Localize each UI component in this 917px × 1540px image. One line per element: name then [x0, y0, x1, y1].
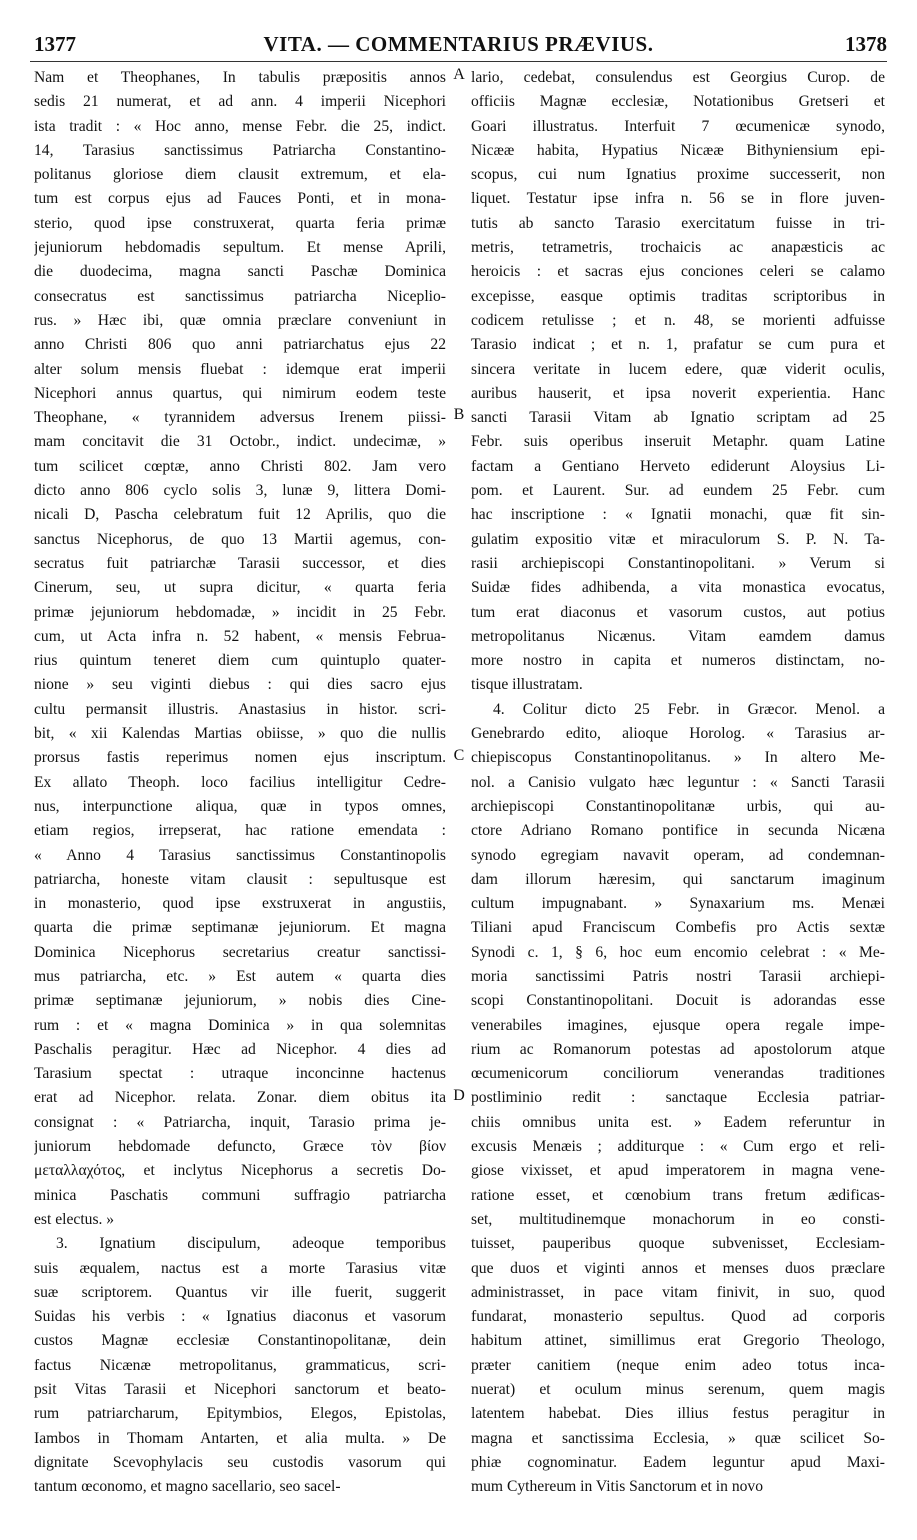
text-line: μεταλλαχότος, et inclytus Nicephorus a secretis Do-: [34, 1162, 446, 1180]
text-line: tum scilicet cœptæ, anno Christi 802. Jam vero: [34, 457, 446, 475]
text-line: primæ septimanæ jejuniorum, » nobis dies Cine-: [34, 992, 446, 1010]
text-line: alter solum mensis fluebat : idemque erat imperii: [34, 360, 446, 378]
text-line: rum patriarcharum, Epitymbios, Elegos, Epistolas,: [34, 1405, 446, 1423]
text-line: moria sanctissimi Patris nostri Tarasii archiepi-: [471, 967, 885, 985]
margin-letter-d: D: [453, 1087, 465, 1104]
text-line: sanctus Nicephorus, de quo 13 Martii agemus, con-: [34, 530, 446, 548]
text-line: auribus hauserit, et ipsa noverit experientia. Hanc: [471, 384, 885, 402]
text-line: Theophane, « tyrannidem adversus Irenem piissi-: [34, 409, 446, 427]
text-line: Nam et Theophanes, In tabulis præpositis annos: [34, 69, 446, 86]
text-line: secratus fuit patriarchæ Tarasii successor, et dies: [34, 554, 446, 572]
text-line: Tarasio indicat ; et n. 1, prafatur se cum pura et: [471, 336, 885, 354]
text-line: sincera veritate in lucem edere, quæ viderit oculis,: [471, 360, 885, 378]
text-line: etiam regios, irrepserat, hac ratione emendata :: [34, 822, 446, 840]
text-line: dicto anno 806 cyclo solis 3, lunæ 9, littera Domi-: [34, 482, 446, 500]
text-line: officiis Magnæ ecclesiæ, Notationibus Gretseri et: [471, 93, 885, 111]
running-header: [30, 32, 887, 60]
text-line: Suidas his verbis : « Ignatius diaconus et vasorum: [34, 1308, 446, 1326]
text-line: dam illorum hæresim, qui sanctarum imaginum: [471, 870, 885, 888]
text-line: mam concitavit die 31 Octobr., indict. undecimæ, »: [34, 433, 446, 451]
text-line: jejuniorum hebdomadis sepultum. Et mense Aprili,: [34, 239, 446, 257]
text-line: scopus, cui num Ignatius proxime successerit, non: [471, 166, 885, 184]
text-line: nus, interpunctione aliqua, quæ in typos omnes,: [34, 797, 446, 815]
page-number-right: 1378: [845, 32, 887, 56]
text-line: nol. a Canisio vulgato hæc leguntur : « Sancti Tarasii: [471, 773, 885, 791]
text-line: tum est corpus ejus ad Fauces Ponti, et in mona-: [34, 190, 446, 208]
text-line: dignitate Scevophylacis seu custodis vasorum qui: [34, 1453, 446, 1471]
text-line: metris, tetrametris, trochaicis ac anapæsticis ac: [471, 239, 885, 257]
right-column: [471, 66, 885, 1500]
text-line: prorsus fastis reperimus nomen ejus inscriptum.: [34, 749, 446, 767]
text-line: custos Magnæ ecclesiæ Constantinopolitanæ, dein: [34, 1332, 446, 1350]
text-line: gulatim expositio vitæ et miraculorum S. P. N. Ta-: [471, 530, 885, 548]
text-line: postliminio redit : sanctaque Ecclesia patriar-: [471, 1089, 885, 1107]
text-line: Paschalis peragitur. Hæc ad Nicephor. 4 dies ad: [34, 1040, 446, 1058]
text-line: venerabiles imagines, ejusque opera regale impe-: [471, 1016, 885, 1034]
text-line: minica Paschatis communi suffragio patriarcha: [34, 1186, 446, 1204]
text-line: giose vixisset, et apud imperatorem in magna vene-: [471, 1162, 885, 1180]
text-line: hac inscriptione : « Ignatii monachi, quæ fit sin-: [471, 506, 885, 524]
text-line: cultu permansit illustris. Anastasius in histor. scri-: [34, 700, 446, 718]
running-title: VITA. — COMMENTARIUS PRÆVIUS.: [263, 32, 654, 56]
page-number-left: 1377: [34, 32, 76, 56]
text-line: anno Christi 806 quo anni patriarchatus ejus 22: [34, 336, 446, 354]
text-line: more nostro in capita et numeros distinctam, no-: [471, 652, 885, 670]
text-line: Genebrardo edito, alioque Horolog. « Tarasius ar-: [471, 725, 885, 743]
text-line: Tiliani apud Franciscum Combefis pro Actis sextæ: [471, 919, 885, 937]
text-line: 14, Tarasius sanctissimus Patriarcha Constantino-: [34, 141, 446, 159]
text-line: erat ad Nicephor. relata. Zonar. diem obitus ita: [34, 1089, 446, 1107]
text-line: rasii archiepiscopi Constantinopolitani. » Verum si: [471, 554, 885, 572]
text-line: phiæ cognominatur. Eadem leguntur apud Maxi-: [471, 1453, 885, 1471]
text-line: cum, ut Acta infra n. 52 habent, « mensis Februa-: [34, 627, 446, 645]
text-line: 4. Colitur dicto 25 Febr. in Græcor. Menol. a: [493, 700, 885, 718]
text-line: administrasset, in pace vitam finivit, in suo, quod: [471, 1283, 885, 1301]
text-line: factus Nicænæ metropolitanus, grammaticus, scri-: [34, 1356, 446, 1374]
text-line: mus patriarcha, etc. » Est autem « quarta dies: [34, 967, 446, 985]
text-line: lario, cedebat, consulendus est Georgius Curop. de: [471, 69, 885, 86]
text-line: que duos et viginti annos et menses duos præclare: [471, 1259, 885, 1277]
text-line: metropolitanus Nicænus. Vitam eamdem damus: [471, 627, 885, 645]
text-line: mum Cythereum in Vitis Sanctorum et in novo: [471, 1478, 764, 1496]
text-line: pom. et Laurent. Sur. ad eundem 25 Febr. cum: [471, 482, 885, 500]
text-line: Synodi c. 1, § 6, hoc eum encomio celebrat : « Me-: [471, 943, 885, 961]
text-line: tantum œconomo, et magno sacellario, seo sacel-: [34, 1478, 341, 1496]
text-line: Dominica Nicephorus secretarius creatur sanctissi-: [34, 943, 446, 961]
text-line: psit Vitas Tarasii et Nicephori sanctorum et beato-: [34, 1381, 446, 1399]
text-line: in monasterio, quod ipse exstruxerat in angustiis,: [34, 895, 446, 913]
text-line: est electus. »: [34, 1210, 115, 1228]
text-line: die duodecima, magna sancti Paschæ Dominica: [34, 263, 446, 281]
margin-letter-c: C: [453, 747, 465, 764]
text-line: tum erat diaconus et vasorum custos, aut potius: [471, 603, 885, 621]
left-column: [34, 66, 446, 1500]
margin-letter-a: A: [453, 66, 465, 83]
text-line: chiepiscopus Constantinopolitanus. » In altero Me-: [471, 749, 885, 767]
text-line: bit, « xii Kalendas Martias obiisse, » quo die nullis: [34, 725, 446, 743]
text-line: præter canitiem (neque enim adeo totus inca-: [471, 1356, 885, 1374]
text-line: Nicææ habita, Hypatius Nicææ Bithyniensium epi-: [471, 141, 885, 159]
text-line: rum : et « magna Dominica » in qua solemnitas: [34, 1016, 446, 1034]
text-line: Goari illustratus. Interfuit 7 œcumenicæ synodo,: [471, 117, 885, 135]
text-line: scopi Constantinopolitani. Docuit is adorandas esse: [471, 992, 885, 1010]
text-line: quarta die primæ septimanæ jejuniorum. Et magna: [34, 919, 446, 937]
text-line: codicem retulisse ; et n. 48, se morienti adfuisse: [471, 311, 885, 329]
text-line: patriarcha, honeste vitam clausit : sepultusque est: [34, 870, 446, 888]
text-line: liquet. Testatur ipse infra n. 56 se in flore juven-: [471, 190, 885, 208]
text-line: tuisset, pauperibus quoque subvenisset, Ecclesiam-: [471, 1235, 885, 1253]
text-line: ista tradit : « Hoc anno, mense Febr. die 25, indict.: [34, 117, 446, 135]
margin-letter-b: B: [453, 406, 465, 423]
text-line: nicali D, Pascha celebratum fuit 12 Aprilis, quo die: [34, 506, 446, 524]
text-line: synodo egregiam navavit operam, ad condemnan-: [471, 846, 885, 864]
text-line: excepisse, easque optimis traditas scriptoribus in: [471, 287, 885, 305]
text-line: fundarat, monasterio sepultus. Quod ad corporis: [471, 1308, 885, 1326]
text-line: rium ac Romanorum potestas ad apostolorum atque: [471, 1040, 885, 1058]
text-line: suæ scriptorem. Quantus vir ille fuerit, suggerit: [34, 1283, 446, 1301]
text-line: sedis 21 numerat, et ad ann. 4 imperii Nicephori: [34, 93, 446, 111]
text-line: tisque illustratam.: [471, 676, 583, 694]
text-line: habitum attinet, simillimus erat Gregorio Theologo,: [471, 1332, 885, 1350]
text-line: ratione esset, et cœnobium trans fretum ædificas-: [471, 1186, 885, 1204]
text-line: œcumenicorum conciliorum venerandas traditiones: [471, 1065, 885, 1083]
text-line: rus. » Hæc ibi, quæ omnia præclare conveniunt in: [34, 311, 446, 329]
text-line: politanus gloriose diem clausit extremum, et ela-: [34, 166, 446, 184]
text-line: Iambos in Thomam Antarten, et alia multa. » De: [34, 1429, 446, 1447]
text-line: tutis ab sancto Tarasio exercitatum fuisse in tri-: [471, 214, 885, 232]
text-line: primæ jejuniorum hebdomadæ, » incidit in 25 Febr.: [34, 603, 446, 621]
text-line: Tarasium spectat : utraque inconcinne hactenus: [34, 1065, 446, 1083]
text-line: Suidæ fides adhibenda, a vita monastica evocatus,: [471, 579, 885, 597]
text-line: nione » seu viginti diebus : qui dies sacro ejus: [34, 676, 446, 694]
text-line: juniorum hebdomade defuncto, Græce τὸν βίον: [34, 1138, 446, 1156]
text-line: suis æqualem, nactus est a morte Tarasius vitæ: [34, 1259, 446, 1277]
text-line: Nicephori annus quartus, qui nimirum eodem teste: [34, 384, 446, 402]
text-line: archiepiscopi Constantinopolitanæ urbis, qui au-: [471, 797, 885, 815]
text-line: chiis omnibus unita est. » Eadem referuntur in: [471, 1113, 885, 1131]
text-line: factam a Gentiano Herveto ediderunt Aloysius Li-: [471, 457, 885, 475]
text-line: nuerat) et oculum minus serenum, quem magis: [471, 1381, 885, 1399]
text-line: heroicis : et sacras ejus conciones celeri se calamo: [471, 263, 885, 281]
text-line: latentem habebat. Dies illius festus peragitur in: [471, 1405, 885, 1423]
text-line: sterio, quod ipse construxerat, quarta feria primæ: [34, 214, 446, 232]
header-rule: [30, 61, 887, 62]
text-line: 3. Ignatium discipulum, adeoque temporibus: [56, 1235, 446, 1253]
text-line: Cinerum, seu, ut supra dicitur, « quarta feria: [34, 579, 446, 597]
text-line: cultum impugnabant. » Synaxarium ms. Menæi: [471, 895, 885, 913]
text-line: rius quintum teneret diem cum quintuplo quater-: [34, 652, 446, 670]
text-line: magna et sanctissima Ecclesia, » quæ scilicet So-: [471, 1429, 885, 1447]
text-line: Febr. suis operibus inseruit Metaphr. quam Latine: [471, 433, 885, 451]
text-line: sancti Tarasii Vitam ab Ignatio scriptam ad 25: [471, 409, 885, 427]
text-line: set, multitudinemque monachorum in eo consti-: [471, 1210, 885, 1228]
text-line: ctore Adriano Romano pontifice in secunda Nicæna: [471, 822, 885, 840]
text-line: « Anno 4 Tarasius sanctissimus Constantinopolis: [34, 846, 446, 864]
text-line: consignat : « Patriarcha, inquit, Tarasio prima je-: [34, 1113, 446, 1131]
text-line: Ex allato Theoph. loco facilius intelligitur Cedre-: [34, 773, 446, 791]
text-line: excusis Menæis ; additurque : « Cum ergo et reli-: [471, 1138, 885, 1156]
text-line: consecratus est sanctissimus patriarcha Niceplio-: [34, 287, 446, 305]
